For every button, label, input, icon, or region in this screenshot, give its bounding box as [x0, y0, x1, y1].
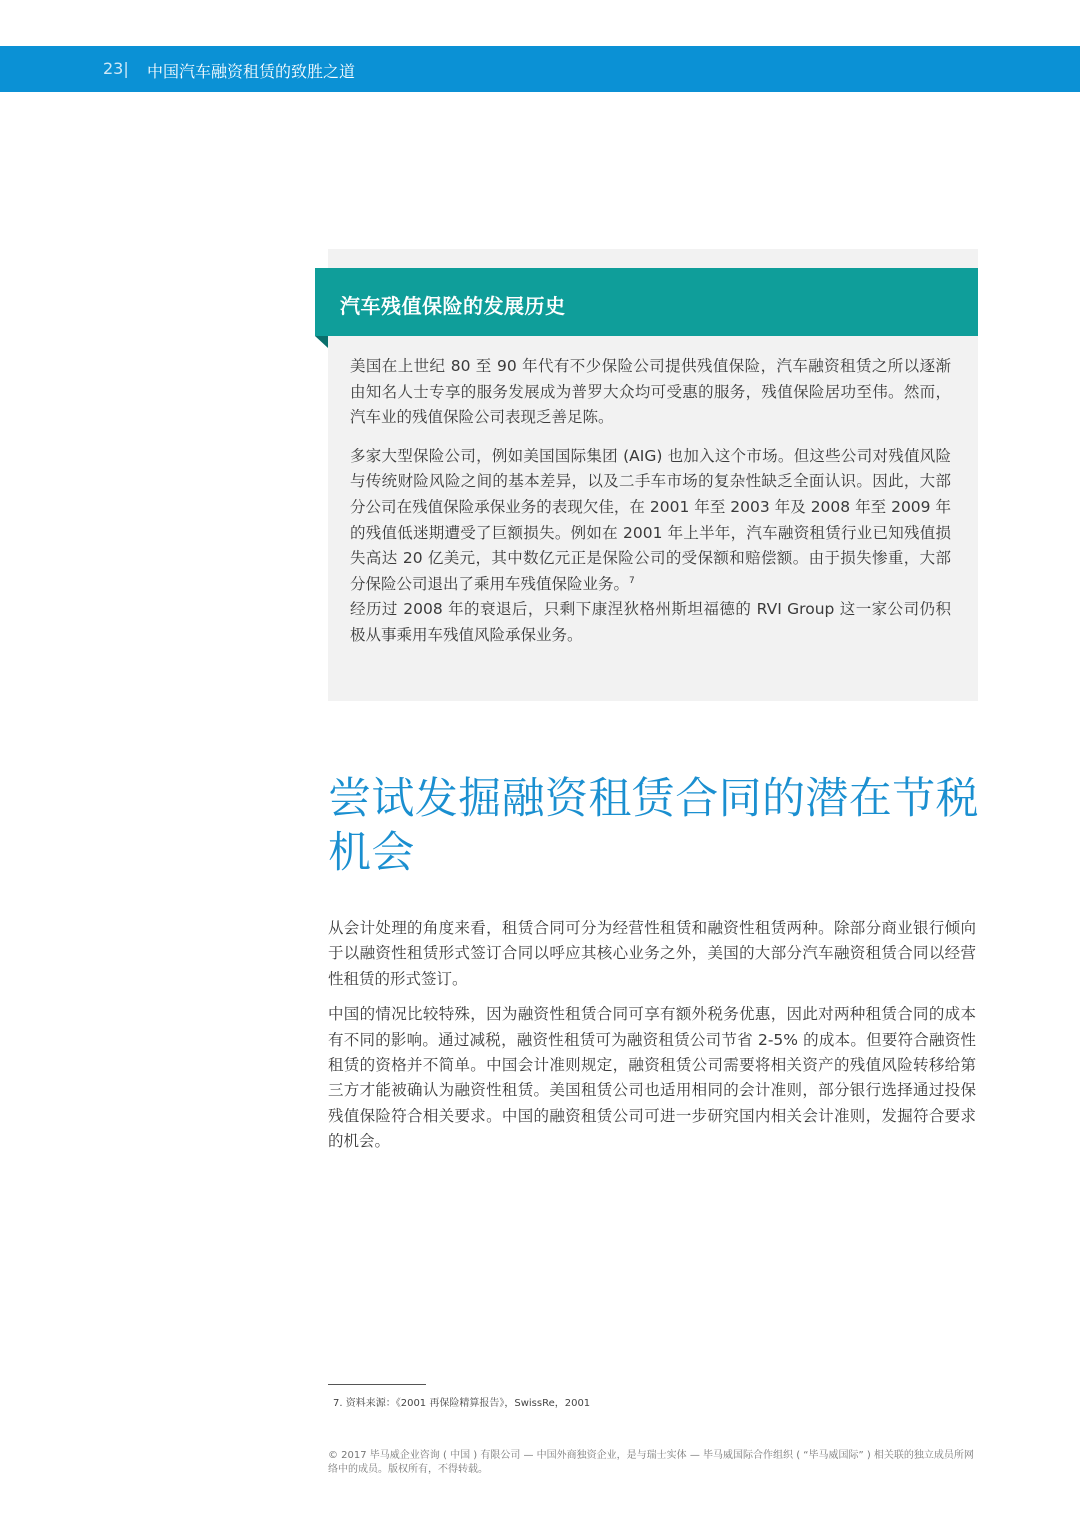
body-paragraph: 中国的情况比较特殊，因为融资性租赁合同可享有额外税务优惠，因此对两种租赁合同的成本有不同的影响。通过减税，融资性租赁可为融资租赁公司节省 2-5% 的成本。但要符合融资性租赁的资格并不简单。中国会计准则规定，融资租赁公司需要将相关资产的残值风险转移给第三方才能被确认为融资性租赁。美国租赁公司也适用相同的会计准则，部分银行选择通过投保残值保险符合相关要求。中国的融资租赁公司可进一步研究国内相关会计准则，发掘符合要求的机会。 — [328, 1005, 976, 1151]
footnote: 7. 资料来源：《2001 再保险精算报告》，SwissRe，2001 — [333, 1398, 591, 1409]
sidebar-paragraph — [350, 444, 951, 649]
footnote-reference: 7 — [629, 575, 635, 586]
section-body — [328, 916, 976, 1165]
page-number: 23| — [103, 59, 129, 78]
footnote-divider — [328, 1384, 426, 1385]
sidebar-box-body — [350, 354, 951, 662]
document-title: 中国汽车融资租赁的致胜之道 — [147, 62, 356, 81]
copyright-notice: © 2017 毕马威企业咨询 ( 中国 ) 有限公司 — 中国外商独资企业，是与瑞士实体 — 毕马威国际合作组织 ( “毕马威国际” ) 相关联的独立成员所网络中的成员。版权所有，不得转载。 — [328, 1450, 974, 1475]
header-bar — [0, 46, 1080, 92]
body-paragraph: 从会计处理的角度来看，租赁合同可分为经营性租赁和融资性租赁两种。除部分商业银行倾向于以融资性租赁形式签订合同以呼应其核心业务之外，美国的大部分汽车融资租赁合同以经营性租赁的形式签订。 — [328, 919, 976, 988]
sidebar-paragraph-tail: 经历过 2008 年的衰退后，只剩下康涅狄格州斯坦福德的 RVI Group 这一家公司仍积极从事乘用车残值风险承保业务。 — [350, 600, 951, 644]
sidebar-box-title: 汽车残值保险的发展历史 — [340, 294, 566, 318]
sidebar-paragraph-text: 多家大型保险公司，例如美国国际集团 (AIG) 也加入这个市场。但这些公司对残值风险与传统财险风险之间的基本差异，以及二手车市场的复杂性缺乏全面认识。因此，大部分公司在残值保险承保业务的表现欠佳，在 2001 年至 2003 年及 2008 年至 2009 年的残值低迷期遭受了巨额损失。例如在 2001 年上半年，汽车融资租赁行业已知残值损失高达 20 亿美元，其中数亿元正是保险公司的受保额和赔偿额。由于损失惨重，大部分保险公司退出了乘用车残值保险业务。 — [350, 446, 951, 593]
section-heading: 尝试发掘融资租赁合同的潜在节税机会 — [328, 774, 979, 878]
sidebar-paragraph: 美国在上世纪 80 至 90 年代有不少保险公司提供残值保险，汽车融资租赁之所以逐渐由知名人士专享的服务发展成为普罗大众均可受惠的服务，残值保险居功至伟。然而，汽车业的残值保险公司表现乏善足陈。 — [350, 357, 951, 427]
sidebar-box-header-fold — [315, 336, 328, 348]
